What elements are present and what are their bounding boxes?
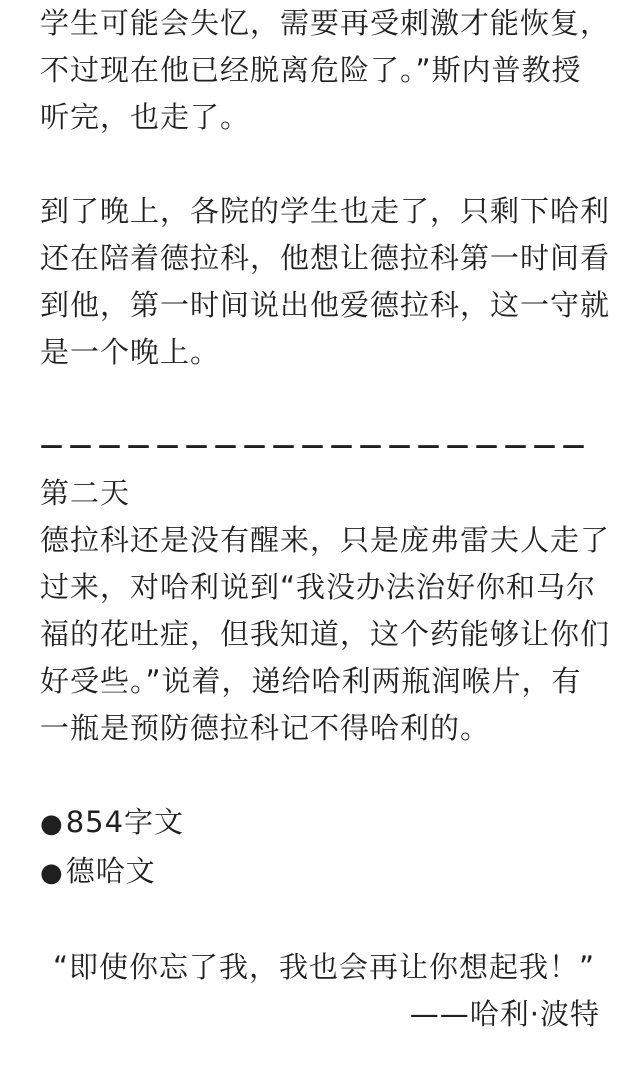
quote-attribution: ——哈利·波特 bbox=[409, 997, 600, 1031]
paragraph-2 bbox=[40, 188, 611, 376]
tag-label: 德哈文 bbox=[65, 854, 156, 888]
text-line: 学生可能会失忆，需要再受刺激才能恢复， bbox=[40, 6, 611, 40]
quote-text: “即使你忘了我，我也会再让你想起我！” bbox=[53, 950, 596, 984]
day-two-heading: 第二天 bbox=[40, 476, 131, 510]
section-divider: ——————————————————— bbox=[40, 433, 591, 459]
text-line: 还在陪着德拉科，他想让德拉科第一时间看 bbox=[40, 241, 611, 275]
tag-item bbox=[40, 848, 602, 897]
text-line: 福的花吐症，但我知道，这个药能够让你们 bbox=[40, 617, 611, 651]
text-line: 到他，第一时间说出他爱德拉科，这一守就 bbox=[40, 288, 611, 322]
text-line: 到了晚上，各院的学生也走了，只剩下哈利 bbox=[40, 194, 611, 228]
text-line: 听完，也走了。 bbox=[40, 100, 251, 134]
text-line: 不过现在他已经脱离危险了。”斯内普教授 bbox=[40, 53, 582, 87]
text-line: 德拉科还是没有醒来，只是庞弗雷夫人走了 bbox=[40, 523, 611, 557]
tag-list bbox=[40, 799, 602, 897]
bullet-icon: ● bbox=[40, 809, 64, 839]
tag-label: 854字文 bbox=[65, 805, 185, 839]
section-day-two bbox=[40, 470, 611, 752]
quote-block bbox=[40, 944, 602, 1038]
bullet-icon: ● bbox=[40, 858, 64, 888]
text-line: 过来，对哈利说到“我没办法治好你和马尔 bbox=[40, 570, 597, 604]
text-line: 好受些。”说着，递给哈利两瓶润喉片，有 bbox=[40, 664, 582, 698]
tag-item bbox=[40, 799, 602, 848]
paragraph-1 bbox=[40, 0, 611, 141]
text-line: 是一个晚上。 bbox=[40, 335, 221, 369]
text-line: 一瓶是预防德拉科记不得哈利的。 bbox=[40, 711, 491, 745]
